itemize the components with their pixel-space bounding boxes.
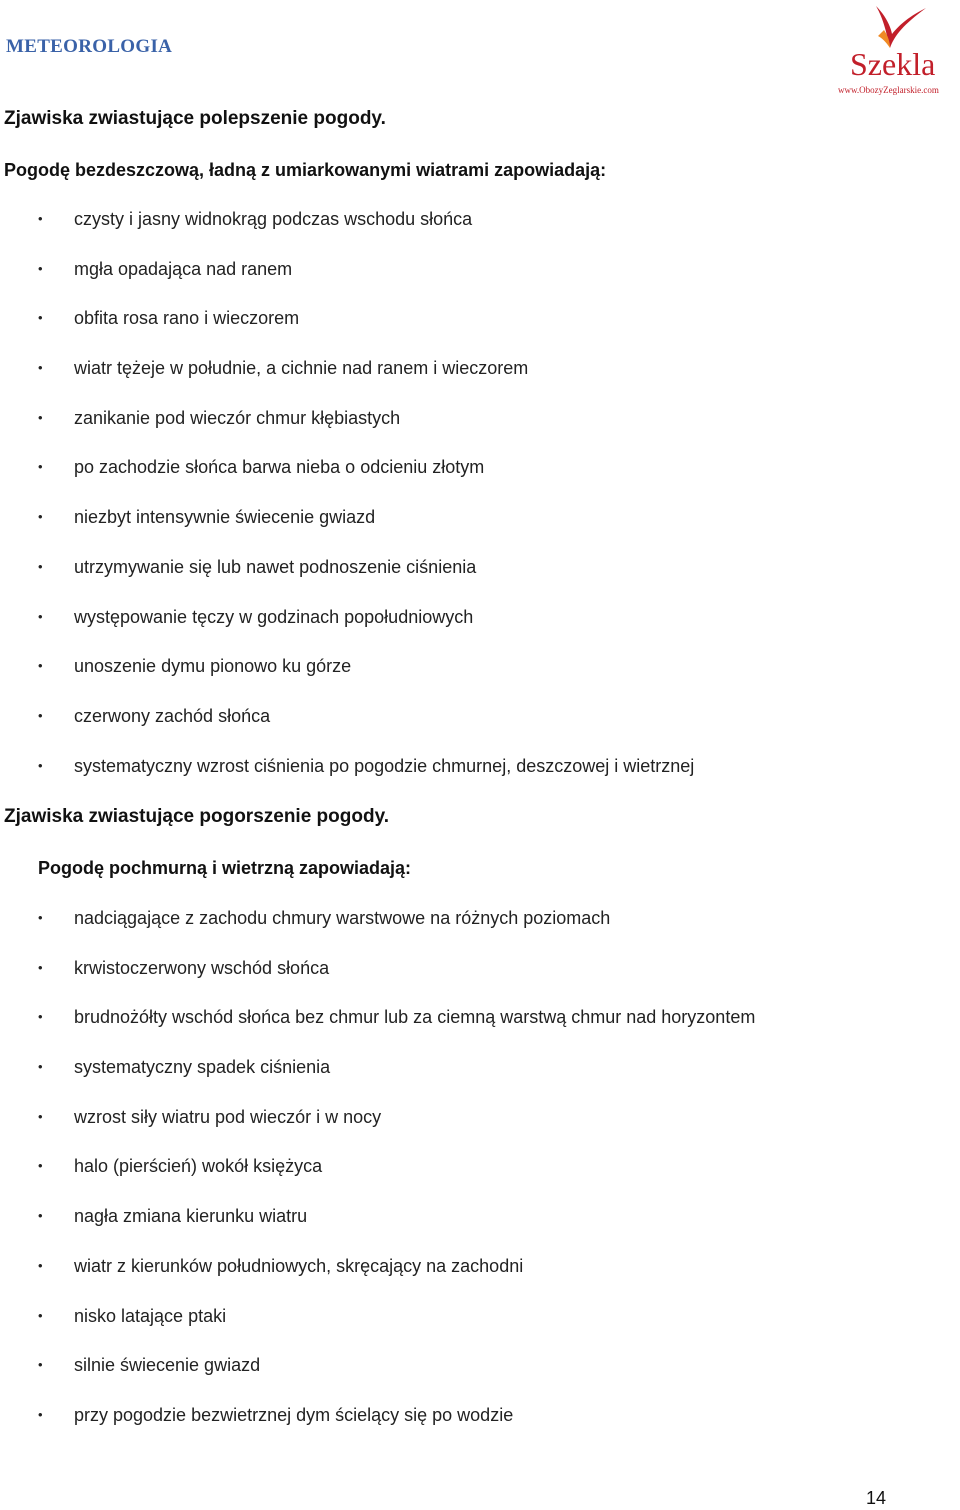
list-item-text: nisko latające ptaki bbox=[74, 1305, 227, 1326]
page-header-title: METEOROLOGIA bbox=[6, 36, 173, 57]
bullet-icon: • bbox=[38, 558, 43, 574]
bullet-icon: • bbox=[38, 1257, 43, 1273]
list-item-text: utrzymywanie się lub nawet podnoszenie ciśnienia bbox=[74, 556, 477, 577]
list-item-text: czysty i jasny widnokrąg podczas wschodu słońca bbox=[74, 209, 473, 229]
list-item-text: systematyczny spadek ciśnienia bbox=[74, 1057, 331, 1078]
bullet-icon: • bbox=[38, 1108, 43, 1124]
list-item-text: brudnożółty wschód słońca bez chmur lub za ciemną warstwą chmur nad horyzontem bbox=[74, 1007, 756, 1028]
list-item-text: występowanie tęczy w godzinach popołudniowych bbox=[74, 606, 474, 627]
section-subheading-improvement: Pogodę bezdeszczową, ładną z umiarkowanymi wiatrami zapowiadają: bbox=[4, 160, 607, 180]
sail-logo-icon bbox=[870, 2, 930, 52]
list-item-text: obfita rosa rano i wieczorem bbox=[74, 308, 300, 329]
list-item-text: halo (pierścień) wokół księżyca bbox=[74, 1156, 323, 1177]
bullet-icon: • bbox=[38, 459, 43, 475]
bullet-icon: • bbox=[38, 1307, 43, 1323]
bullet-icon: • bbox=[38, 360, 43, 376]
bullet-icon: • bbox=[38, 910, 43, 925]
logo-url: www.ObozyZeglarskie.com bbox=[838, 85, 939, 95]
list-item-text: czerwony zachód słońca bbox=[74, 705, 271, 726]
bullet-icon: • bbox=[38, 608, 43, 624]
bullet-icon: • bbox=[38, 707, 43, 723]
section-heading-deterioration: Zjawiska zwiastujące pogorszenie pogody. bbox=[4, 806, 390, 827]
bullet-icon: • bbox=[38, 310, 43, 326]
list-item-text: przy pogodzie bezwietrznej dym ścielący się po wodzie bbox=[74, 1404, 514, 1425]
list-item-text: zanikanie pod wieczór chmur kłębiastych bbox=[74, 407, 401, 428]
list-item-text: nagła zmiana kierunku wiatru bbox=[74, 1206, 308, 1227]
bullet-icon: • bbox=[38, 1208, 43, 1224]
bullet-icon: • bbox=[38, 1158, 43, 1174]
list-item-text: nadciągające z zachodu chmury warstwowe na różnych poziomach bbox=[74, 908, 611, 928]
list-item-text: wzrost siły wiatru pod wieczór i w nocy bbox=[74, 1106, 382, 1127]
page-number: 14 bbox=[866, 1488, 887, 1508]
bullet-icon: • bbox=[38, 1357, 43, 1373]
section-heading-improvement: Zjawiska zwiastujące polepszenie pogody. bbox=[4, 108, 386, 129]
bullet-icon: • bbox=[38, 1406, 43, 1422]
bullet-icon: • bbox=[38, 959, 43, 975]
bullet-icon: • bbox=[38, 509, 43, 525]
list-item-text: po zachodzie słońca barwa nieba o odcieniu złotym bbox=[74, 457, 485, 478]
bullet-icon: • bbox=[38, 409, 43, 425]
bullet-icon: • bbox=[38, 260, 43, 276]
bullet-icon: • bbox=[38, 658, 43, 674]
list-item-text: unoszenie dymu pionowo ku górze bbox=[74, 656, 352, 677]
bullet-icon: • bbox=[38, 757, 43, 773]
list-item-text: silnie świecenie gwiazd bbox=[74, 1355, 261, 1376]
list-item-text: systematyczny wzrost ciśnienia po pogodzie chmurnej, deszczowej i wietrznej bbox=[74, 755, 695, 776]
bullet-icon: • bbox=[38, 1009, 43, 1025]
list-item-text: wiatr z kierunków południowych, skręcający na zachodni bbox=[74, 1255, 524, 1276]
list-item-text: krwistoczerwony wschód słońca bbox=[74, 957, 330, 978]
list-item-text: mgła opadająca nad ranem bbox=[74, 258, 293, 279]
list-item-text: niezbyt intensywnie świecenie gwiazd bbox=[74, 507, 376, 528]
bullet-icon: • bbox=[38, 1059, 43, 1075]
szekla-logo bbox=[836, 0, 956, 100]
list-item-text: wiatr tężeje w południe, a cichnie nad ranem i wieczorem bbox=[74, 358, 529, 379]
logo-wordmark: Szekla bbox=[850, 46, 936, 82]
bullet-icon: • bbox=[38, 211, 43, 226]
section-subheading-deterioration: Pogodę pochmurną i wietrzną zapowiadają: bbox=[38, 858, 412, 878]
